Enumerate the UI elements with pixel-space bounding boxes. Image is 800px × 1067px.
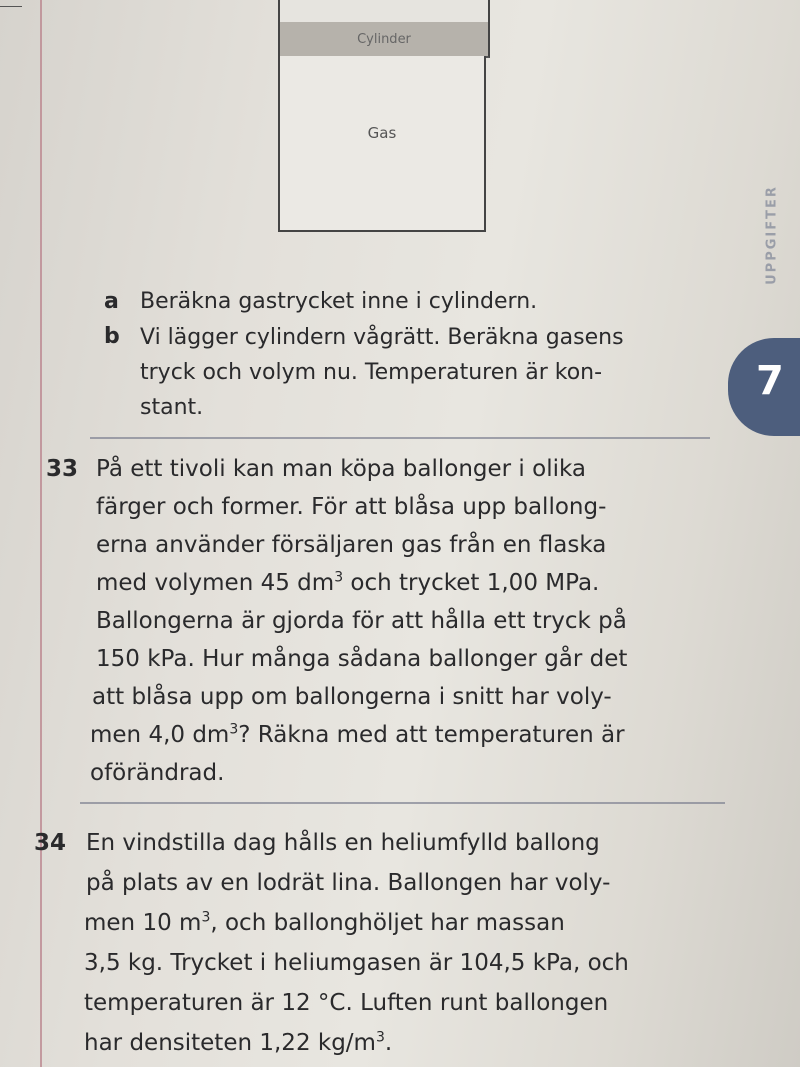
chapter-number: 7 xyxy=(756,358,784,404)
subquestion-b-line-2: tryck och volym nu. Temperaturen är kon- xyxy=(140,360,603,385)
page-margin-line xyxy=(40,0,42,1067)
section-tab-text: UPPGIFTER xyxy=(764,185,780,285)
subquestion-a-label: a xyxy=(104,289,119,314)
divider-2 xyxy=(80,802,725,804)
subquestion-b-line-3: stant. xyxy=(140,395,204,420)
question-34-line: men 10 $m^3$, och ballonghöljet har massan xyxy=(84,909,565,936)
question-33-line: men 4,0 $dm^3$? Räkna med att temperaturen är xyxy=(90,721,625,748)
divider-1 xyxy=(90,437,710,439)
question-33-line: färger och former. För att blåsa upp ballong- xyxy=(96,494,607,520)
chapter-badge xyxy=(728,338,800,436)
question-33-line: Ballongerna är gjorda för att hålla ett tryck på xyxy=(96,608,627,634)
question-34-line: på plats av en lodrät lina. Ballongen har voly- xyxy=(86,870,611,896)
figure-top-section xyxy=(278,0,490,24)
cylinder-label: Cylinder xyxy=(278,22,490,58)
question-33-line: med volymen 45 $dm^3$ och trycket 1,00 MPa. xyxy=(96,569,600,596)
subquestion-a-text: Beräkna gastrycket inne i cylindern. xyxy=(140,289,538,314)
cylinder-figure xyxy=(278,0,490,234)
question-34-number: 34 xyxy=(34,830,67,856)
question-34-line: En vindstilla dag hålls en heliumfylld ballong xyxy=(86,830,600,856)
question-33-line: att blåsa upp om ballongerna i snitt har voly- xyxy=(92,684,612,710)
question-34-line: har densiteten 1,22 $kg/m^3$. xyxy=(84,1029,393,1056)
question-33-line: 150 kPa. Hur många sådana ballonger går det xyxy=(96,646,628,672)
question-33-line: erna använder försäljaren gas från en flaska xyxy=(96,532,607,558)
question-33-line: På ett tivoli kan man köpa ballonger i olika xyxy=(96,456,586,482)
question-34-line: 3,5 kg. Trycket i heliumgasen är 104,5 kPa, och xyxy=(84,950,629,976)
question-34-line: temperaturen är 12 °C. Luften runt ballongen xyxy=(84,990,609,1016)
question-33-line: oförändrad. xyxy=(90,760,225,786)
corner-mark xyxy=(0,6,22,7)
section-tab-label xyxy=(752,150,792,320)
subquestion-b-line-1: Vi lägger cylindern vågrätt. Beräkna gasens xyxy=(140,325,624,350)
gas-label: Gas xyxy=(278,56,486,232)
question-33-number: 33 xyxy=(46,456,79,482)
subquestion-b-label: b xyxy=(104,324,120,349)
